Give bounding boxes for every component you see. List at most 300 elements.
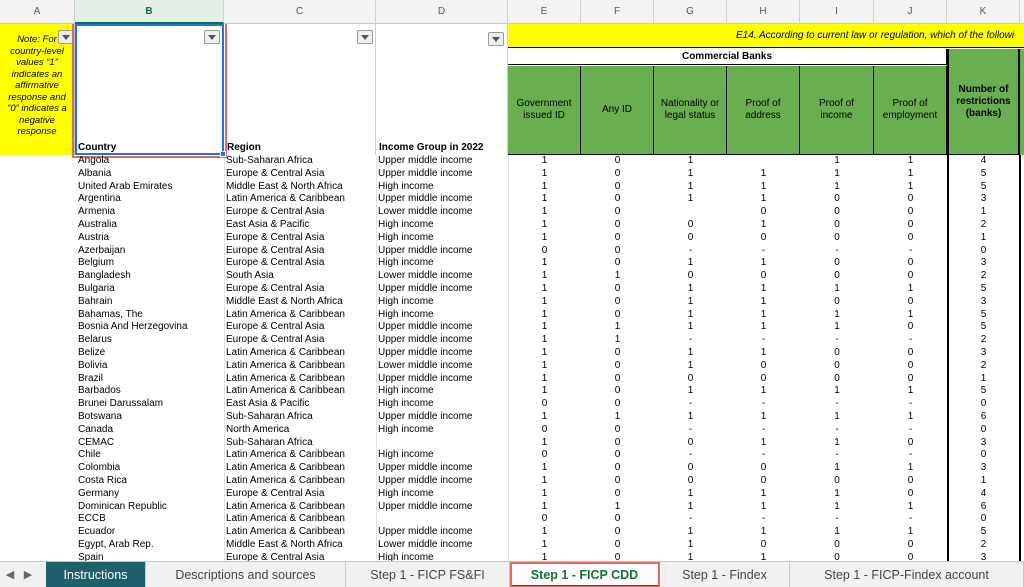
country-cell[interactable]: Costa Rica [78, 474, 127, 486]
income-cell[interactable]: Lower middle income [378, 270, 473, 282]
any-id-cell[interactable]: 0 [614, 551, 621, 561]
restrictions-cell[interactable]: 0 [980, 513, 987, 525]
proof-income-cell[interactable]: - [835, 513, 839, 525]
nationality-cell[interactable]: - [688, 334, 693, 346]
column-header-a[interactable]: A [0, 0, 75, 24]
proof-employment-cell[interactable]: 0 [907, 321, 914, 333]
region-cell[interactable]: Latin America & Caribbean [226, 372, 345, 384]
government-id-cell[interactable]: 1 [541, 270, 548, 282]
proof-income-cell[interactable]: 1 [834, 180, 840, 192]
restrictions-cell[interactable]: 5 [980, 321, 987, 333]
nationality-cell[interactable]: - [688, 513, 693, 525]
country-cell[interactable]: ECCB [78, 513, 106, 525]
any-id-cell[interactable]: 0 [614, 155, 621, 166]
question-e14-header[interactable]: E14. According to current law or regulation, which of the followi [508, 24, 1024, 48]
any-id-cell[interactable]: 1 [614, 500, 621, 512]
proof-income-cell[interactable]: 0 [834, 257, 840, 269]
income-cell[interactable]: Upper middle income [378, 193, 473, 205]
government-id-cell[interactable]: 0 [541, 449, 548, 461]
region-cell[interactable]: Europe & Central Asia [226, 244, 325, 256]
region-cell[interactable]: Middle East & North Africa [226, 538, 343, 550]
proof-income-cell[interactable]: 1 [834, 385, 840, 397]
restrictions-cell[interactable]: 2 [980, 218, 987, 230]
proof-address-cell[interactable]: 1 [760, 282, 767, 294]
proof-employment-cell[interactable]: - [908, 244, 913, 256]
any-id-cell[interactable]: 0 [614, 193, 621, 205]
income-cell[interactable]: Upper middle income [378, 474, 473, 486]
government-id-cell[interactable]: 1 [541, 193, 548, 205]
nationality-cell[interactable]: 1 [687, 359, 694, 371]
income-cell[interactable]: High income [378, 398, 434, 410]
government-id-cell[interactable]: 1 [541, 372, 548, 384]
government-id-cell[interactable]: 1 [541, 538, 548, 550]
any-id-cell[interactable]: 0 [614, 206, 621, 218]
government-id-cell[interactable]: 0 [541, 423, 548, 435]
income-cell[interactable]: High income [378, 449, 434, 461]
country-cell[interactable]: Brazil [78, 372, 104, 384]
proof-address-cell[interactable]: 1 [760, 180, 767, 192]
country-cell[interactable]: Botswana [78, 410, 122, 422]
proof-employment-cell[interactable]: 1 [907, 500, 914, 512]
any-id-cell[interactable]: 0 [614, 231, 621, 243]
region-cell[interactable]: Latin America & Caribbean [226, 513, 345, 525]
sheet-grid[interactable] [0, 24, 1024, 561]
proof-address-cell[interactable]: 1 [760, 257, 767, 269]
government-id-cell[interactable]: 1 [541, 474, 548, 486]
nationality-cell[interactable]: 1 [687, 487, 694, 499]
country-cell[interactable]: Colombia [78, 462, 121, 474]
proof-address-cell[interactable]: 1 [760, 193, 767, 205]
income-cell[interactable]: High income [378, 231, 434, 243]
any-id-cell[interactable]: 0 [614, 346, 621, 358]
proof-income-cell[interactable]: 0 [834, 359, 840, 371]
any-id-cell[interactable]: 0 [614, 308, 621, 320]
any-id-cell[interactable]: 0 [614, 526, 621, 538]
next-sheet-icon[interactable]: ▶ [23, 569, 33, 581]
nationality-cell[interactable]: 0 [687, 372, 694, 384]
restrictions-cell[interactable]: 3 [980, 462, 987, 474]
country-cell[interactable]: Armenia [78, 206, 116, 218]
tab-findex[interactable]: Step 1 - Findex [660, 562, 790, 587]
country-cell[interactable]: Angola [78, 155, 110, 166]
any-id-cell[interactable]: 0 [614, 167, 621, 179]
tab-ficp-cdd[interactable]: Step 1 - FICP CDD [510, 562, 660, 587]
region-cell[interactable]: Latin America & Caribbean [226, 526, 345, 538]
region-cell[interactable]: Latin America & Caribbean [226, 474, 345, 486]
proof-employment-cell[interactable]: - [908, 398, 913, 410]
proof-income-cell[interactable]: 1 [834, 321, 840, 333]
any-id-cell[interactable]: 0 [614, 423, 621, 435]
header-nationality[interactable]: Nationality or legal status [654, 66, 727, 155]
region-cell[interactable]: East Asia & Pacific [226, 398, 310, 410]
restrictions-cell[interactable]: 5 [980, 282, 987, 294]
restrictions-cell[interactable]: 4 [980, 487, 987, 499]
income-cell[interactable]: Upper middle income [378, 334, 473, 346]
region-cell[interactable]: Latin America & Caribbean [226, 449, 345, 461]
proof-employment-cell[interactable]: 0 [907, 551, 914, 561]
proof-employment-cell[interactable]: 1 [907, 462, 914, 474]
nationality-cell[interactable]: 1 [687, 551, 694, 561]
proof-employment-cell[interactable]: 1 [907, 180, 914, 192]
restrictions-cell[interactable]: 6 [980, 410, 987, 422]
region-cell[interactable]: South Asia [226, 270, 274, 282]
region-cell[interactable]: Europe & Central Asia [226, 257, 325, 269]
proof-address-cell[interactable]: 0 [760, 372, 767, 384]
income-cell[interactable]: Upper middle income [378, 500, 473, 512]
country-cell[interactable]: Egypt, Arab Rep. [78, 538, 154, 550]
income-cell[interactable]: Lower middle income [378, 359, 473, 371]
any-id-cell[interactable]: 1 [614, 410, 621, 422]
proof-income-cell[interactable]: 1 [834, 487, 840, 499]
proof-income-cell[interactable]: 0 [834, 372, 840, 384]
region-cell[interactable]: Europe & Central Asia [226, 282, 325, 294]
restrictions-cell[interactable]: 6 [980, 500, 987, 512]
income-cell[interactable]: Upper middle income [378, 282, 473, 294]
nationality-cell[interactable]: 1 [687, 180, 694, 192]
government-id-cell[interactable]: 1 [541, 487, 548, 499]
income-cell[interactable]: Lower middle income [378, 538, 473, 550]
restrictions-cell[interactable]: 5 [980, 526, 987, 538]
proof-address-cell[interactable]: 1 [760, 487, 767, 499]
region-header-cell[interactable] [224, 24, 376, 155]
region-cell[interactable]: Middle East & North Africa [226, 180, 343, 192]
proof-employment-cell[interactable]: 0 [907, 359, 914, 371]
proof-address-cell[interactable]: 1 [760, 500, 767, 512]
proof-address-cell[interactable]: 0 [760, 359, 767, 371]
proof-employment-cell[interactable]: 0 [907, 270, 914, 282]
region-cell[interactable]: Europe & Central Asia [226, 321, 325, 333]
region-cell[interactable]: Latin America & Caribbean [226, 308, 345, 320]
column-header-k[interactable]: K [947, 0, 1020, 24]
region-cell[interactable]: Middle East & North Africa [226, 295, 343, 307]
proof-employment-cell[interactable]: 0 [907, 538, 914, 550]
nationality-cell[interactable]: 0 [687, 436, 694, 448]
region-cell[interactable]: Sub-Saharan Africa [226, 436, 313, 448]
any-id-cell[interactable]: 0 [614, 474, 621, 486]
income-cell[interactable]: High income [378, 551, 434, 561]
government-id-cell[interactable]: 1 [541, 334, 548, 346]
proof-address-cell[interactable]: 0 [760, 462, 767, 474]
government-id-cell[interactable]: 0 [541, 244, 548, 256]
country-cell[interactable]: Belize [78, 346, 106, 358]
tab-ficp-findex-account[interactable]: Step 1 - FICP-Findex account [790, 562, 1024, 587]
any-id-cell[interactable]: 1 [614, 334, 621, 346]
proof-address-cell[interactable]: 0 [760, 231, 767, 243]
proof-income-cell[interactable]: 0 [834, 218, 840, 230]
restrictions-cell[interactable]: 3 [980, 551, 987, 561]
proof-address-cell[interactable]: - [761, 513, 766, 525]
restrictions-cell[interactable]: 2 [980, 538, 987, 550]
region-cell[interactable]: Europe & Central Asia [226, 551, 325, 561]
government-id-cell[interactable]: 1 [541, 410, 548, 422]
government-id-cell[interactable]: 1 [541, 155, 548, 166]
proof-income-cell[interactable]: 0 [834, 231, 840, 243]
any-id-cell[interactable]: 1 [614, 321, 621, 333]
government-id-cell[interactable]: 1 [541, 500, 548, 512]
proof-address-cell[interactable]: 0 [760, 206, 767, 218]
any-id-cell[interactable]: 0 [614, 436, 621, 448]
proof-employment-cell[interactable]: 1 [907, 282, 914, 294]
tab-instructions[interactable]: Instructions [46, 562, 146, 587]
any-id-cell[interactable]: 0 [614, 513, 621, 525]
filter-dropdown-c-icon[interactable] [357, 30, 373, 44]
income-cell[interactable]: High income [378, 487, 434, 499]
any-id-cell[interactable]: 0 [614, 462, 621, 474]
selected-cell-b1[interactable] [75, 24, 224, 155]
filter-dropdown-d-icon[interactable] [488, 32, 504, 46]
nationality-cell[interactable]: 1 [687, 282, 694, 294]
income-cell[interactable]: Upper middle income [378, 167, 473, 179]
proof-address-cell[interactable]: 1 [760, 346, 767, 358]
nationality-cell[interactable]: - [688, 423, 693, 435]
proof-income-cell[interactable]: 1 [834, 167, 840, 179]
nationality-cell[interactable]: 0 [687, 231, 694, 243]
nationality-cell[interactable]: 1 [687, 295, 694, 307]
any-id-cell[interactable]: 0 [614, 282, 621, 294]
proof-income-cell[interactable]: 1 [834, 155, 840, 166]
column-header-g[interactable]: G [654, 0, 727, 24]
country-cell[interactable]: Azerbaijan [78, 244, 126, 256]
restrictions-cell[interactable]: 2 [980, 270, 987, 282]
region-cell[interactable]: Latin America & Caribbean [226, 193, 345, 205]
restrictions-cell[interactable]: 1 [980, 372, 987, 384]
proof-income-cell[interactable]: - [835, 449, 839, 461]
proof-address-cell[interactable]: - [761, 244, 766, 256]
nationality-cell[interactable]: 1 [687, 308, 694, 320]
proof-employment-cell[interactable]: 1 [907, 385, 914, 397]
restrictions-cell[interactable]: 3 [980, 257, 987, 269]
country-cell[interactable]: Spain [78, 551, 104, 561]
proof-employment-cell[interactable]: 1 [907, 308, 914, 320]
proof-address-cell[interactable]: 0 [760, 270, 767, 282]
region-cell[interactable]: Latin America & Caribbean [226, 385, 345, 397]
proof-address-cell[interactable]: 1 [760, 295, 767, 307]
restrictions-cell[interactable]: 0 [980, 244, 987, 256]
proof-employment-cell[interactable]: 0 [907, 372, 914, 384]
proof-income-cell[interactable]: 0 [834, 270, 840, 282]
restrictions-cell[interactable]: 5 [980, 308, 987, 320]
any-id-cell[interactable]: 0 [614, 257, 621, 269]
region-cell[interactable]: Sub-Saharan Africa [226, 155, 313, 166]
proof-address-cell[interactable]: 1 [760, 436, 767, 448]
country-cell[interactable]: Dominican Republic [78, 500, 167, 512]
income-cell[interactable]: High income [378, 257, 434, 269]
header-proof-address[interactable]: Proof of address [727, 66, 800, 155]
any-id-cell[interactable]: 0 [614, 449, 621, 461]
country-cell[interactable]: Albania [78, 167, 112, 179]
proof-employment-cell[interactable]: - [908, 423, 913, 435]
income-cell[interactable]: Upper middle income [378, 410, 473, 422]
proof-address-cell[interactable]: 1 [760, 551, 767, 561]
government-id-cell[interactable]: 1 [541, 295, 548, 307]
proof-address-cell[interactable]: 1 [760, 167, 767, 179]
proof-address-cell[interactable]: 1 [760, 308, 767, 320]
restrictions-cell[interactable]: 1 [980, 474, 987, 486]
proof-income-cell[interactable]: 0 [834, 346, 840, 358]
header-proof-income[interactable]: Proof of income [800, 66, 874, 155]
income-cell[interactable]: Upper middle income [378, 346, 473, 358]
government-id-cell[interactable]: 1 [541, 526, 548, 538]
proof-address-cell[interactable]: 1 [760, 321, 767, 333]
proof-employment-cell[interactable]: 0 [907, 487, 914, 499]
any-id-cell[interactable]: 0 [614, 538, 621, 550]
proof-address-cell[interactable]: - [761, 334, 766, 346]
proof-employment-cell[interactable]: 1 [907, 167, 914, 179]
restrictions-cell[interactable]: 0 [980, 449, 987, 461]
proof-employment-cell[interactable]: - [908, 334, 913, 346]
proof-income-cell[interactable]: - [835, 334, 839, 346]
income-cell[interactable]: High income [378, 180, 434, 192]
government-id-cell[interactable]: 1 [541, 359, 548, 371]
nationality-cell[interactable]: 1 [687, 385, 694, 397]
country-cell[interactable]: Brunei Darussalam [78, 398, 164, 410]
government-id-cell[interactable]: 1 [541, 257, 548, 269]
country-cell[interactable]: Canada [78, 423, 114, 435]
restrictions-cell[interactable]: 0 [980, 398, 987, 410]
nationality-cell[interactable]: - [688, 244, 693, 256]
tab-ficp-fsfi[interactable]: Step 1 - FICP FS&FI [346, 562, 510, 587]
proof-income-cell[interactable]: - [835, 423, 839, 435]
region-cell[interactable]: Europe & Central Asia [226, 231, 325, 243]
restrictions-cell[interactable]: 5 [980, 385, 987, 397]
any-id-cell[interactable]: 0 [614, 398, 621, 410]
region-cell[interactable]: Europe & Central Asia [226, 206, 325, 218]
country-cell[interactable]: CEMAC [78, 436, 115, 448]
nationality-cell[interactable]: 1 [687, 155, 694, 166]
any-id-cell[interactable]: 1 [614, 270, 621, 282]
country-cell[interactable]: United Arab Emirates [78, 180, 173, 192]
proof-address-cell[interactable]: 1 [760, 218, 767, 230]
proof-employment-cell[interactable]: - [908, 513, 913, 525]
restrictions-cell[interactable]: 3 [980, 346, 987, 358]
proof-employment-cell[interactable]: 0 [907, 474, 914, 486]
any-id-cell[interactable]: 0 [614, 359, 621, 371]
proof-employment-cell[interactable]: 1 [907, 410, 914, 422]
country-cell[interactable]: Argentina [78, 193, 121, 205]
government-id-cell[interactable]: 1 [541, 180, 548, 192]
proof-employment-cell[interactable]: - [908, 449, 913, 461]
income-cell[interactable]: Lower middle income [378, 206, 473, 218]
country-cell[interactable]: Barbados [78, 385, 121, 397]
proof-employment-cell[interactable]: 0 [907, 193, 914, 205]
restrictions-cell[interactable]: 1 [980, 231, 987, 243]
region-cell[interactable]: Europe & Central Asia [226, 487, 325, 499]
any-id-cell[interactable]: 0 [614, 295, 621, 307]
country-cell[interactable]: Bulgaria [78, 282, 115, 294]
header-government-id[interactable]: Government issued ID [508, 66, 581, 155]
country-cell[interactable]: Bolivia [78, 359, 108, 371]
header-any-id[interactable]: Any ID [581, 66, 654, 155]
restrictions-cell[interactable]: 3 [980, 436, 987, 448]
proof-income-cell[interactable]: - [835, 398, 839, 410]
proof-income-cell[interactable]: 0 [834, 295, 840, 307]
any-id-cell[interactable]: 0 [614, 244, 621, 256]
column-header-d[interactable]: D [376, 0, 508, 24]
proof-income-cell[interactable]: 0 [834, 206, 840, 218]
column-header-j[interactable]: J [874, 0, 947, 24]
any-id-cell[interactable]: 0 [614, 218, 621, 230]
government-id-cell[interactable]: 1 [541, 206, 548, 218]
nationality-cell[interactable]: 1 [687, 346, 694, 358]
government-id-cell[interactable]: 0 [541, 513, 548, 525]
filter-dropdown-a-icon[interactable] [58, 30, 74, 44]
proof-employment-cell[interactable]: 0 [907, 257, 914, 269]
any-id-cell[interactable]: 0 [614, 180, 621, 192]
nationality-cell[interactable]: 1 [687, 167, 694, 179]
nationality-cell[interactable]: 0 [687, 270, 694, 282]
header-number-restrictions[interactable]: Number of restrictions (banks) [947, 49, 1020, 155]
proof-address-cell[interactable]: - [761, 449, 766, 461]
government-id-cell[interactable]: 1 [541, 231, 548, 243]
header-proof-employment[interactable]: Proof of employment [874, 66, 947, 155]
income-cell[interactable]: High income [378, 218, 434, 230]
country-cell[interactable]: Ecuador [78, 526, 116, 538]
government-id-cell[interactable]: 1 [541, 551, 548, 561]
nationality-cell[interactable]: 0 [687, 474, 694, 486]
proof-employment-cell[interactable]: 1 [907, 155, 914, 166]
proof-employment-cell[interactable]: 0 [907, 231, 914, 243]
proof-employment-cell[interactable]: 0 [907, 346, 914, 358]
nationality-cell[interactable]: - [688, 449, 693, 461]
nationality-cell[interactable]: 1 [687, 526, 694, 538]
government-id-cell[interactable]: 1 [541, 282, 548, 294]
income-cell[interactable]: Upper middle income [378, 462, 473, 474]
proof-income-cell[interactable]: 1 [834, 308, 840, 320]
country-cell[interactable]: Bosnia And Herzegovina [78, 321, 188, 333]
restrictions-cell[interactable]: 3 [980, 295, 987, 307]
country-cell[interactable]: Bahrain [78, 295, 113, 307]
proof-income-cell[interactable]: 1 [834, 282, 840, 294]
proof-address-cell[interactable]: 1 [760, 410, 767, 422]
restrictions-cell[interactable]: 2 [980, 359, 987, 371]
commercial-banks-header[interactable]: Commercial Banks [508, 49, 947, 65]
column-header-f[interactable]: F [581, 0, 654, 24]
income-cell[interactable]: High income [378, 308, 434, 320]
country-cell[interactable]: Chile [78, 449, 101, 461]
proof-address-cell[interactable]: - [761, 423, 766, 435]
restrictions-cell[interactable]: 1 [980, 206, 987, 218]
region-cell[interactable]: Latin America & Caribbean [226, 462, 345, 474]
proof-employment-cell[interactable]: 0 [907, 218, 914, 230]
income-cell[interactable]: Upper middle income [378, 321, 473, 333]
income-cell[interactable]: Upper middle income [378, 372, 473, 384]
nationality-cell[interactable]: 1 [687, 321, 694, 333]
region-cell[interactable]: Europe & Central Asia [226, 167, 325, 179]
government-id-cell[interactable]: 1 [541, 167, 548, 179]
proof-employment-cell[interactable]: 0 [907, 206, 914, 218]
proof-employment-cell[interactable]: 0 [907, 436, 914, 448]
region-cell[interactable]: Europe & Central Asia [226, 334, 325, 346]
column-header-c[interactable]: C [224, 0, 376, 24]
income-cell[interactable]: Upper middle income [378, 244, 473, 256]
nationality-cell[interactable]: - [688, 398, 693, 410]
restrictions-cell[interactable]: 2 [980, 334, 987, 346]
government-id-cell[interactable]: 1 [541, 218, 548, 230]
country-cell[interactable]: Bahamas, The [78, 308, 143, 320]
column-header-e[interactable]: E [508, 0, 581, 24]
proof-employment-cell[interactable]: 1 [907, 526, 914, 538]
proof-income-cell[interactable]: 0 [834, 551, 840, 561]
proof-address-cell[interactable]: 1 [760, 526, 767, 538]
proof-income-cell[interactable]: 1 [834, 500, 840, 512]
country-cell[interactable]: Germany [78, 487, 120, 499]
government-id-cell[interactable]: 1 [541, 436, 548, 448]
proof-income-cell[interactable]: 1 [834, 462, 840, 474]
proof-address-cell[interactable]: 0 [760, 474, 767, 486]
column-header-h[interactable]: H [727, 0, 800, 24]
country-cell[interactable]: Australia [78, 218, 117, 230]
proof-income-cell[interactable]: 1 [834, 526, 840, 538]
